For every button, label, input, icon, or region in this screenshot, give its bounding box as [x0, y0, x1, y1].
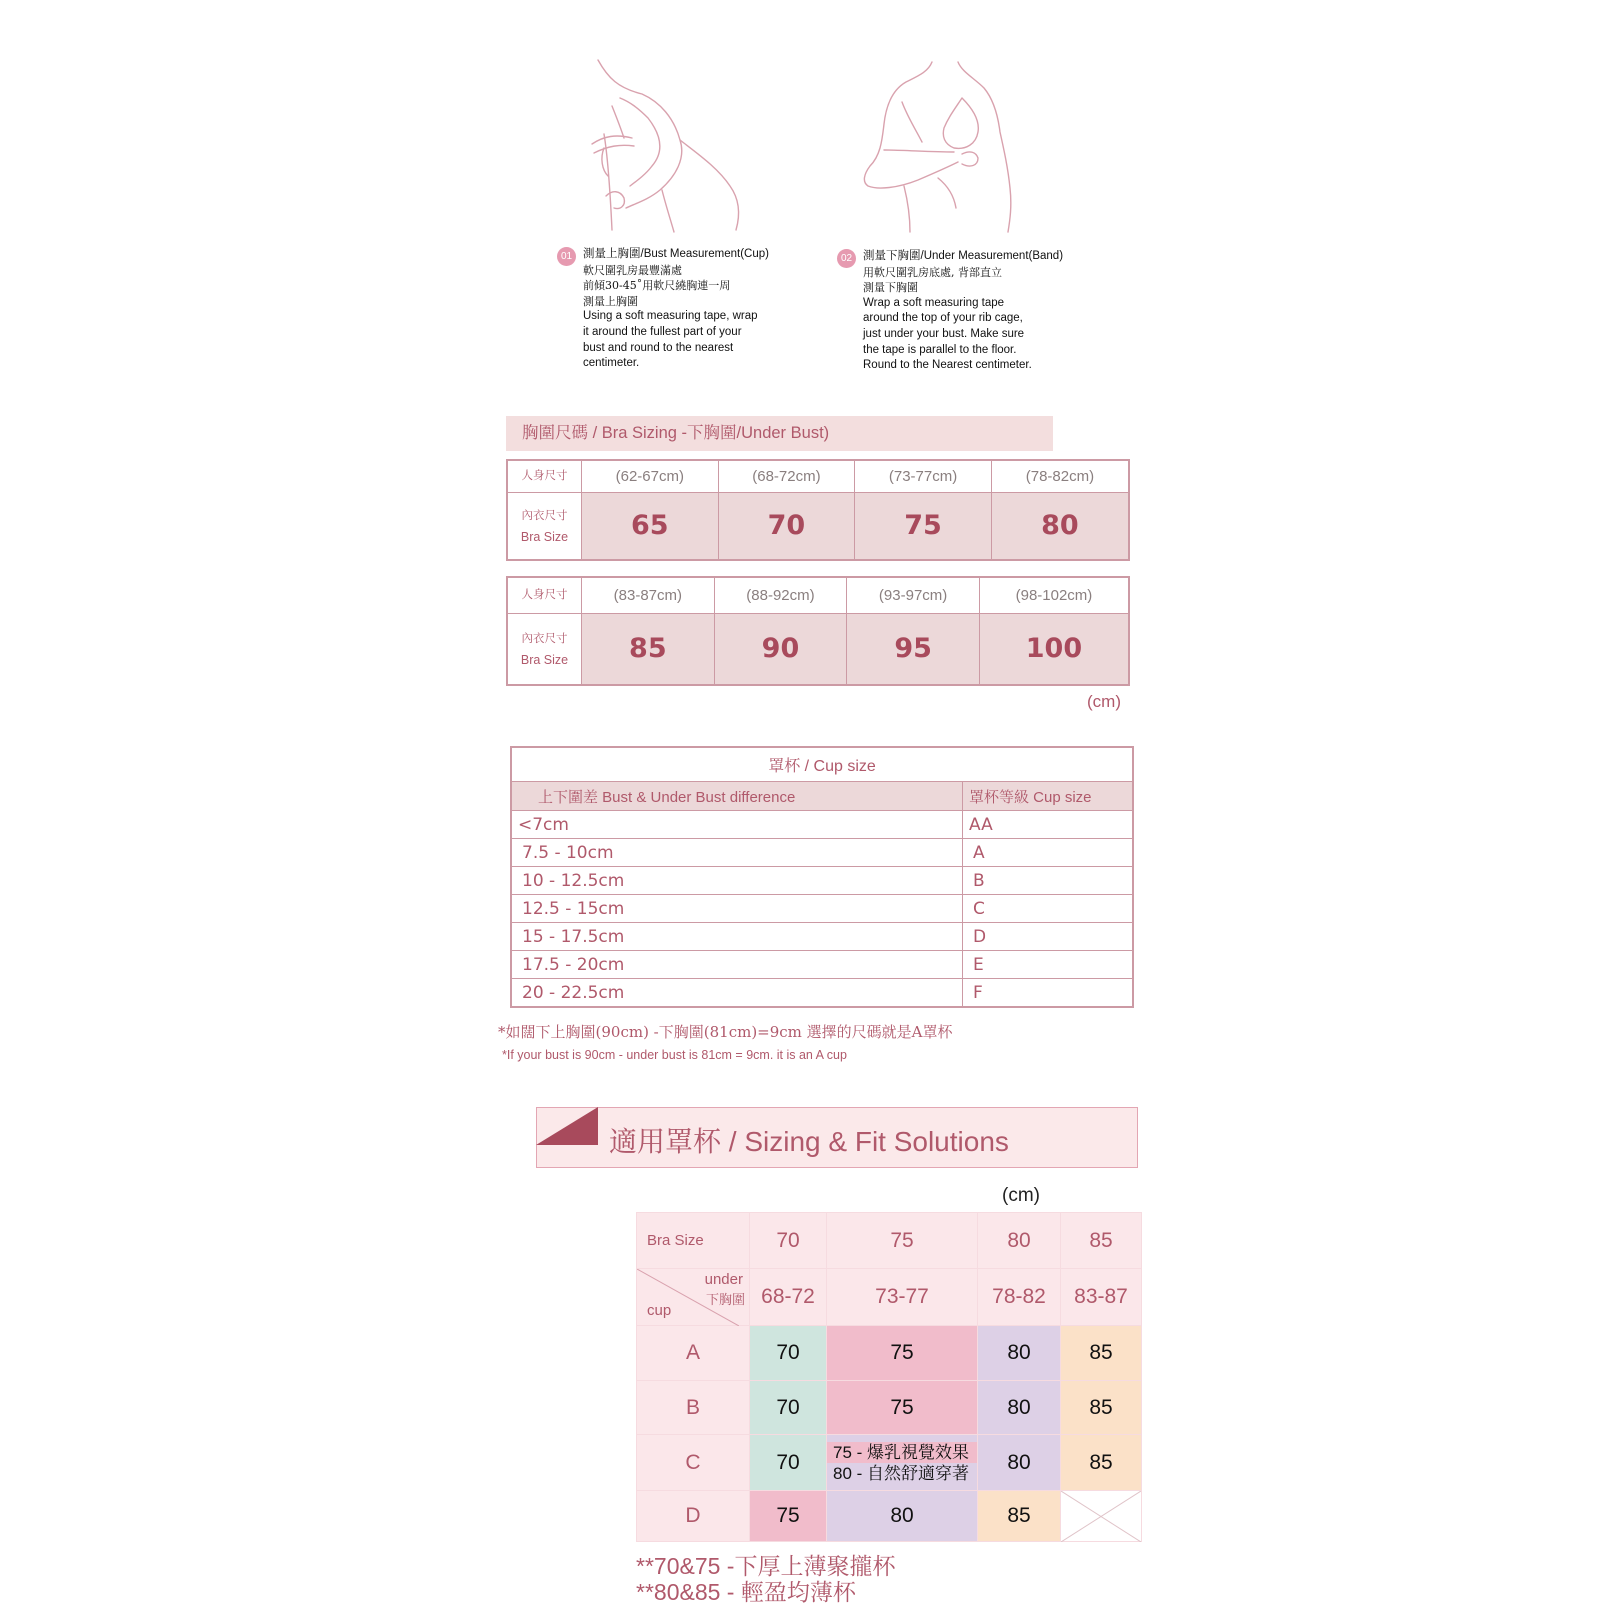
bra-size-label-en: Bra Size: [520, 652, 569, 667]
size-header: 70: [750, 1213, 827, 1269]
under-range-header: 83-87: [1061, 1269, 1142, 1326]
bra-size-label: [507, 492, 582, 560]
step-line: 測量上胸圍: [583, 294, 638, 308]
under-measurement-illustration: [858, 58, 1028, 233]
bra-size-label-zh: 內衣尺寸: [521, 630, 568, 645]
step-1-instructions: [560, 247, 833, 372]
cross-mark: [1061, 1491, 1141, 1542]
footnote-1: **70&75 -下厚上薄聚攏杯: [636, 1553, 896, 1579]
step-line: just under your bust. Make sure: [863, 327, 1025, 340]
bra-size-value: 75: [855, 492, 992, 560]
bra-size-table-1: [506, 459, 1130, 561]
under-bust-range: (88-92cm): [714, 577, 847, 613]
fit-cell: 85: [1061, 1381, 1142, 1435]
step-line: bust and round to the nearest: [583, 341, 734, 354]
fit-cell-unavailable: [1061, 1491, 1142, 1542]
cup-label: cup: [647, 1302, 672, 1319]
fit-option-line: 75 - 爆乳視覺效果: [827, 1442, 977, 1463]
size-header: 85: [1061, 1213, 1142, 1269]
body-size-label: 人身尺寸: [507, 577, 582, 613]
under-range-header: 78-82: [978, 1269, 1061, 1326]
fit-cell: 85: [978, 1491, 1061, 1542]
step-number-badge: 01: [557, 247, 576, 266]
under-range-header: 68-72: [750, 1269, 827, 1326]
step-title: 測量下胸圍/Under Measurement(Band): [863, 250, 1064, 262]
bust-difference-cell: 10 - 12.5cm: [511, 867, 963, 895]
fit-cell: 80: [978, 1381, 1061, 1435]
fit-cell: 75: [827, 1381, 978, 1435]
cup-example-note-en: *If your bust is 90cm - under bust is 81cm = 9cm. it is an A cup: [502, 1048, 847, 1062]
under-bust-range: (98-102cm): [979, 577, 1129, 613]
step-line: the tape is parallel to the floor.: [863, 343, 1017, 356]
footnote-2: **80&85 - 輕盈均薄杯: [636, 1579, 856, 1605]
under-bust-range: (78-82cm): [991, 460, 1129, 492]
cup-row-label: D: [637, 1491, 750, 1542]
cup-grade-cell: C: [963, 895, 1134, 923]
bra-size-value: 65: [582, 492, 719, 560]
cup-grade-cell: B: [963, 867, 1134, 895]
step-line: Wrap a soft measuring tape: [863, 296, 1005, 309]
step-line: 前傾30-45˚用軟尺繞胸連一周: [583, 279, 731, 293]
bust-difference-cell: 7.5 - 10cm: [511, 839, 963, 867]
bra-size-value: 80: [991, 492, 1129, 560]
banner-corner-triangle: [536, 1107, 600, 1147]
bra-size-value: 90: [714, 613, 847, 685]
bra-size-label-zh: 內衣尺寸: [521, 507, 568, 522]
cup-row-label: C: [637, 1435, 750, 1491]
bust-difference-header: 上下圍差 Bust & Under Bust difference: [511, 782, 963, 811]
fit-cell: 85: [1061, 1326, 1142, 1381]
under-bust-range: (62-67cm): [582, 460, 719, 492]
bust-difference-cell: 17.5 - 20cm: [511, 951, 963, 979]
cup-grade-header: 罩杯等級 Cup size: [963, 782, 1134, 811]
under-label-zh: 下胸圍: [705, 1293, 745, 1308]
cup-grade-cell: D: [963, 923, 1134, 951]
cup-grade-cell: AA: [963, 811, 1134, 839]
cup-size-table: [510, 746, 1134, 1008]
fit-solutions-banner: [536, 1107, 1138, 1168]
body-size-label: 人身尺寸: [507, 460, 582, 492]
under-label: under: [704, 1271, 743, 1288]
cup-row-label: A: [637, 1326, 750, 1381]
size-header: 80: [978, 1213, 1061, 1269]
under-bust-range: (83-87cm): [582, 577, 715, 613]
step-line: 軟尺圍乳房最豐滿處: [583, 263, 682, 277]
step-line: it around the fullest part of your: [583, 325, 742, 338]
bust-difference-cell: 12.5 - 15cm: [511, 895, 963, 923]
step-line: Using a soft measuring tape, wrap: [583, 310, 758, 323]
bra-size-value: 100: [979, 613, 1129, 685]
step-line: 測量下胸圍: [863, 281, 918, 295]
bra-size-label: [507, 613, 582, 685]
step-line: Round to the Nearest centimeter.: [863, 359, 1032, 372]
under-bust-range: (93-97cm): [847, 577, 980, 613]
fit-unit-label: (cm): [1002, 1185, 1040, 1206]
step-2-instructions: [840, 249, 1113, 374]
fit-cell-mixed: [827, 1435, 978, 1491]
fit-cell: 70: [750, 1381, 827, 1435]
bust-difference-cell: 15 - 17.5cm: [511, 923, 963, 951]
cup-grade-cell: F: [963, 979, 1134, 1008]
fit-cell: 70: [750, 1326, 827, 1381]
unit-label: (cm): [1087, 692, 1121, 711]
fit-solutions-title: 適用罩杯 / Sizing & Fit Solutions: [609, 1126, 1009, 1157]
fit-cell: 80: [978, 1435, 1061, 1491]
bust-difference-cell: <7cm: [511, 811, 963, 839]
fit-cell: 75: [750, 1491, 827, 1542]
step-number-badge: 02: [837, 249, 856, 268]
bra-size-label-en: Bra Size: [520, 529, 569, 544]
cup-row-label: B: [637, 1381, 750, 1435]
fit-cell: 80: [978, 1326, 1061, 1381]
fit-option-line: 80 - 自然舒適穿著: [827, 1463, 977, 1484]
step-line: centimeter.: [583, 357, 640, 370]
step-line: around the top of your rib cage,: [863, 312, 1023, 325]
diagonal-header-cell: [637, 1269, 750, 1326]
fit-cell: 80: [827, 1491, 978, 1542]
bra-size-header: Bra Size: [637, 1213, 750, 1269]
step-title: 測量上胸圍/Bust Measurement(Cup): [583, 248, 769, 260]
fit-cell: 75: [827, 1326, 978, 1381]
cup-grade-cell: E: [963, 951, 1134, 979]
under-bust-range: (73-77cm): [855, 460, 992, 492]
bust-difference-cell: 20 - 22.5cm: [511, 979, 963, 1008]
bra-size-value: 85: [582, 613, 715, 685]
bra-sizing-banner: 胸圍尺碼 / Bra Sizing -下胸圍/Under Bust): [506, 416, 1053, 451]
cup-grade-cell: A: [963, 839, 1134, 867]
bra-size-value: 95: [847, 613, 980, 685]
fit-cell: 85: [1061, 1435, 1142, 1491]
bust-measurement-illustration: [590, 58, 760, 233]
cup-example-note-zh: *如闊下上胸圍(90cm) -下胸圍(81cm)=9cm 選擇的尺碼就是A罩杯: [498, 1023, 953, 1041]
fit-cell: 70: [750, 1435, 827, 1491]
size-header: 75: [827, 1213, 978, 1269]
bra-size-table-2: [506, 576, 1130, 686]
under-bust-range: (68-72cm): [718, 460, 855, 492]
cup-size-title: 罩杯 / Cup size: [511, 747, 1133, 782]
under-range-header: 73-77: [827, 1269, 978, 1326]
step-line: 用軟尺圍乳房底處, 背部直立: [863, 265, 1002, 279]
bra-size-value: 70: [718, 492, 855, 560]
fit-solutions-table: [636, 1212, 1142, 1542]
